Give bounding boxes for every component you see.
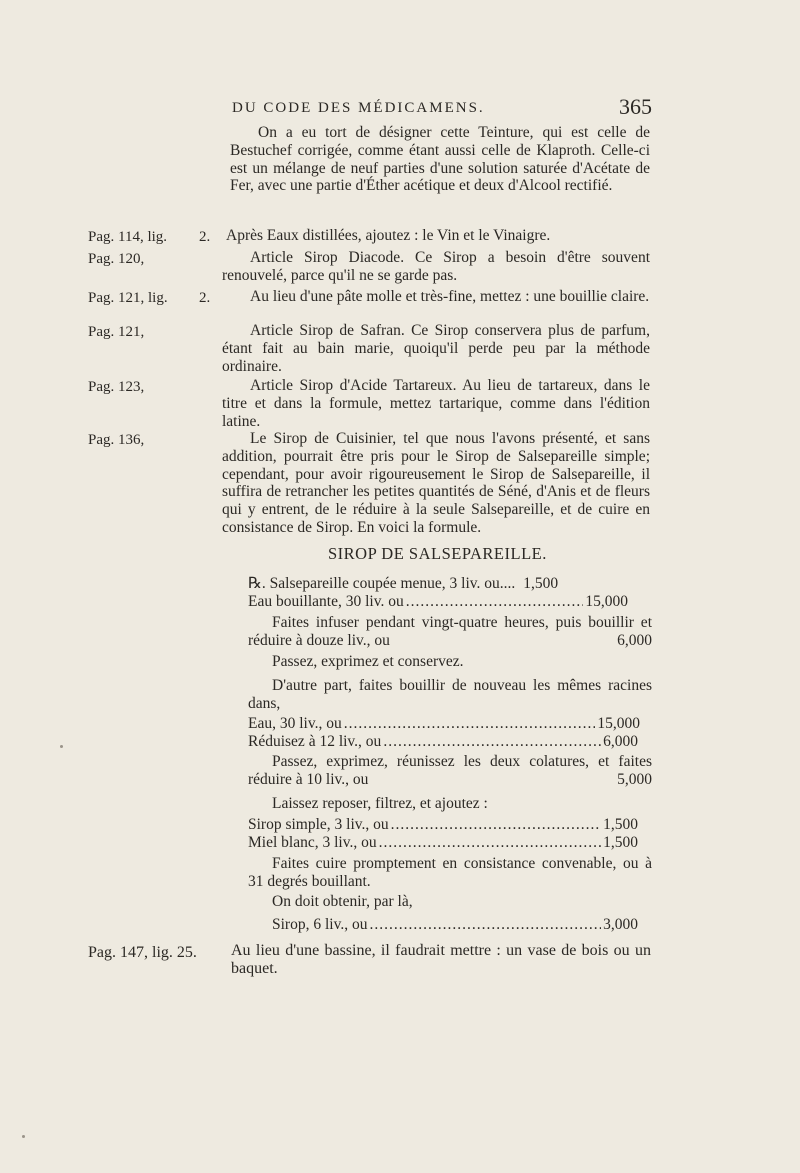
- recipe-line-value: 3,000: [603, 916, 638, 933]
- recipe-line-value: 15,000: [585, 593, 628, 610]
- erratum-text: Article Sirop Diacode. Ce Sirop a besoin d'être souvent renouvelé, parce qu'il ne se garde pas.: [222, 249, 650, 284]
- recipe-title: SIROP DE SALSEPAREILLE.: [328, 544, 547, 563]
- recipe-line-text: Réduisez à 12 liv., ou: [248, 733, 382, 750]
- recipe-paragraph: [248, 753, 652, 789]
- recipe-line: [272, 916, 638, 934]
- erratum-text: Au lieu d'une pâte molle et très-fine, mettez : une bouillie claire.: [250, 288, 650, 305]
- line-number: 2.: [199, 229, 211, 245]
- recipe-line-value: 6,000: [603, 733, 638, 750]
- margin-reference: Pag. 123,: [88, 379, 145, 395]
- recipe-line: [248, 593, 628, 611]
- recipe-line-text: Eau bouillante, 30 liv. ou: [248, 593, 404, 610]
- recipe-line: [248, 816, 638, 834]
- margin-reference: Pag. 120,: [88, 251, 145, 267]
- recipe-line: [248, 575, 628, 593]
- recipe-line-text: Sirop simple, 3 liv., ou: [248, 816, 389, 833]
- recipe-line-text: Faites cuire promptement en consistance convenable, ou à 31 degrés bouillant.: [248, 855, 652, 890]
- margin-reference: Pag. 136,: [88, 432, 145, 448]
- recipe-line-text: Passez, exprimez, réunissez les deux colatures, et faites réduire à 10 liv., ou: [248, 753, 652, 788]
- erratum-text: Article Sirop de Safran. Ce Sirop conservera plus de parfum, étant fait au bain marie, quoiqu'il perde peu par la méthode ordinaire.: [222, 322, 650, 375]
- erratum-text: Au lieu d'une bassine, il faudrait mettre : un vase de bois ou un baquet.: [231, 942, 651, 977]
- recipe-line-value: 5,000: [617, 770, 652, 788]
- recipe-line-text: On doit obtenir, par là,: [272, 893, 413, 910]
- recipe-line-text: Eau, 30 liv., ou: [248, 715, 342, 732]
- erratum-text: Après Eaux distillées, ajoutez : le Vin et le Vinaigre.: [226, 227, 551, 244]
- recipe-line-text: D'autre part, faites bouillir de nouveau les mêmes racines dans,: [248, 677, 652, 712]
- running-head: [232, 94, 652, 119]
- recipe-line-text: Sirop, 6 liv., ou: [272, 916, 368, 933]
- recipe-line-value: 6,000: [617, 631, 652, 649]
- recipe-line-value: 15,000: [597, 715, 640, 732]
- recipe-line-text: Laissez reposer, filtrez, et ajoutez :: [272, 795, 488, 812]
- paper-speck: [22, 1135, 25, 1138]
- intro-paragraph: On a eu tort de désigner cette Teinture, qui est celle de Bestuchef corrigée, comme étant aussi celle de Klaproth. Celle-ci est un mélange de neuf parties d'une solution saturée d'Acétate de Fer, avec une partie d'Éther acétique et deux d'Alcool rectifié.: [230, 124, 650, 195]
- recipe-line-text: Miel blanc, 3 liv., ou: [248, 834, 377, 851]
- margin-reference: Pag. 121,: [88, 324, 145, 340]
- recipe-line-text: ℞. Salsepareille coupée menue, 3 liv. ou....: [248, 575, 516, 592]
- recipe-line-text: Passez, exprimez et conservez.: [272, 653, 464, 670]
- margin-reference: Pag. 114, lig.: [88, 229, 168, 245]
- margin-reference: Pag. 147, lig. 25.: [88, 944, 197, 961]
- recipe-line-text: Faites infuser pendant vingt-quatre heures, puis bouillir et réduire à douze liv., ou: [248, 614, 652, 649]
- erratum-text: Le Sirop de Cuisinier, tel que nous l'avons présenté, et sans addition, pourrait être pris pour le Sirop de Salsepareille simple; cependant, pour avoir rigoureusement le Sirop de Salsepareille, il suffira de retrancher les petites quantités de Séné, d'Anis et de fleurs qui y entrent, de le réduire à la seule Salsepareille, et de cuire en consistance de Sirop. En voici la formule.: [222, 430, 650, 536]
- recipe-paragraph: [248, 614, 652, 650]
- running-title: DU CODE DES MÉDICAMENS.: [232, 100, 485, 116]
- recipe-line-value: 1,500: [523, 575, 559, 592]
- recipe-line-value: 1,500: [603, 834, 638, 851]
- line-number: 2.: [199, 290, 211, 306]
- margin-reference: Pag. 121, lig.: [88, 290, 168, 306]
- paper-speck: [60, 745, 63, 748]
- recipe-line: [248, 834, 638, 852]
- page-number: 365: [619, 94, 652, 119]
- recipe-line-value: 1,500: [603, 816, 638, 833]
- recipe-line: [248, 733, 638, 751]
- erratum-text: Article Sirop d'Acide Tartareux. Au lieu de tartareux, dans le titre et dans la formule, mettez tartarique, comme dans l'édition latine.: [222, 377, 650, 430]
- recipe-line: [248, 715, 640, 733]
